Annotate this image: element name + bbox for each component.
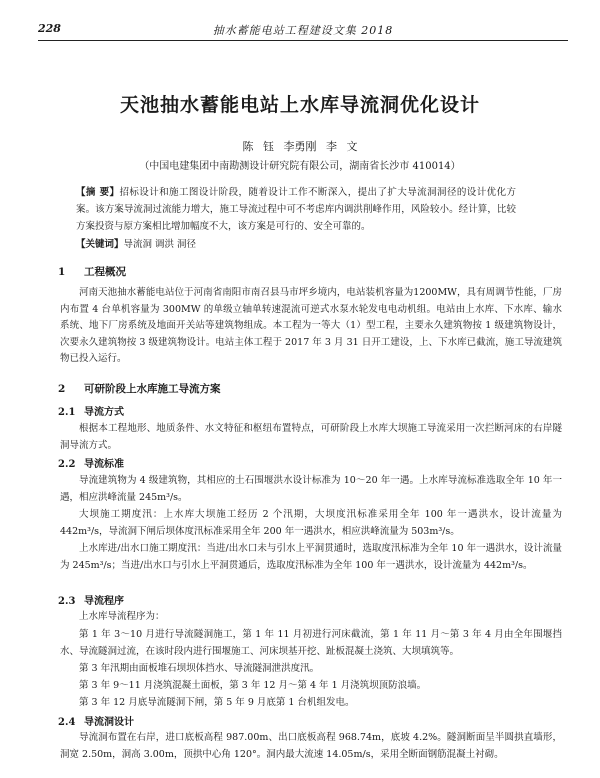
subsection-title: 导流程序	[84, 596, 124, 607]
abstract-label: 【摘 要】	[76, 187, 120, 198]
subsection-title: 导流洞设计	[84, 717, 134, 728]
affiliation: （中国电建集团中南勘测设计研究院有限公司，湖南省长沙市 410014）	[139, 161, 461, 172]
running-head	[38, 20, 568, 41]
paragraph: 导流洞布置在右岸，进口底板高程 987.00m、出口底板高程 968.74m，底坡 4.2%。隧洞断面呈半圆拱直墙形，洞宽 2.50m，洞高 3.00m，顶拱中心角 120°。洞内最大流速 14.05m/s，采用全断面钢筋混凝土衬砌。	[60, 732, 562, 760]
authors: 陈 钰 李勇刚 李 文	[242, 140, 358, 153]
section-title: 工程概况	[84, 266, 126, 278]
section-heading	[58, 264, 126, 279]
paragraph: 第 3 年汛期由面板堆石坝坝体挡水、导流隧洞泄洪度汛。	[79, 663, 320, 674]
paragraph: 河南天池抽水蓄能电站位于河南省南阳市南召县马市坪乡境内，电站装机容量为1200MW，具有周调节性能，厂房内布置 4 台单机容量为 300MW 的单级立轴单转速混流可逆式水泵水轮发电电动机组。电站由上水库、下水库、输水系统、地下厂房系统及地面开关站等建筑物组成。本工程为一等大（1）型工程，主要永久建筑物按 1 级建筑物设计，次要永久建筑物按 3 级建筑物设计。电站主体工程于 2017 年 3 月 31 日开工建设，上、下水库已截流，施工导流建筑物已投入运行。	[60, 287, 562, 364]
keywords-label: 【关键词】	[76, 239, 124, 250]
paragraph: 根据本工程地形、地质条件、水文特征和枢纽布置特点，可研阶段上水库大坝施工导流采用一次拦断河床的右岸隧洞导流方式。	[60, 423, 562, 451]
subsection-number: 2.1	[58, 407, 76, 418]
page-number: 228	[38, 22, 61, 35]
abstract	[76, 184, 516, 235]
subsection-heading	[58, 455, 124, 470]
keywords	[76, 236, 516, 250]
subsection-title: 导流方式	[84, 407, 124, 418]
paragraph: 上水库进/出水口施工期度汛：当进/出水口未与引水上平洞贯通时，选取度汛标准为全年 10 年一遇洪水，设计流量为 245m³/s；当进/出水口与引水上平洞贯通后，选取度汛标准为全年 100 年一遇洪水，设计流量为 442m³/s。	[60, 543, 562, 571]
subsection-heading	[58, 713, 134, 728]
subsection-heading	[58, 592, 124, 607]
paragraph: 导流建筑物为 4 级建筑物，其相应的土石围堰洪水设计标准为 10～20 年一遇。上水库导流标准选取全年 10 年一遇，相应洪峰流量 245m³/s。	[60, 475, 562, 503]
paragraph: 上水库导流程序为：	[79, 611, 165, 622]
subsection-number: 2.3	[58, 596, 76, 607]
paragraph: 大坝施工期度汛：上水库大坝施工经历 2 个汛期，大坝度汛标准采用全年 100 年一遇洪水，设计流量为 442m³/s，导流洞下闸后坝体度汛标准采用全年 200 年一遇洪水，相应洪峰流量为 503m³/s。	[60, 509, 562, 537]
paragraph: 第 3 年 12 月底导流隧洞下闸，第 5 年 9 月底第 1 台机组发电。	[79, 697, 355, 708]
section-number: 1	[58, 266, 66, 278]
abstract-text: 招标设计和施工图设计阶段，随着设计工作不断深入，提出了扩大导流洞洞径的设计优化方案。该方案导流洞过流能力增大，施工导流过程中可不考虑库内调洪削峰作用，风险较小。经计算，比较方案投资与原方案相比增加幅度不大，该方案是可行的、安全可靠的。	[76, 187, 516, 232]
keywords-text: 导流洞 调洪 洞径	[123, 239, 197, 250]
subsection-title: 导流标准	[84, 459, 124, 470]
subsection-number: 2.4	[58, 717, 76, 728]
section-number: 2	[58, 383, 66, 395]
subsection-number: 2.2	[58, 459, 76, 470]
subsection-heading	[58, 403, 124, 418]
section-title: 可研阶段上水库施工导流方案	[84, 383, 221, 395]
paragraph: 第 3 年 9～11 月浇筑混凝土面板，第 3 年 12 月～第 4 年 1 月浇筑坝顶防浪墙。	[79, 680, 427, 691]
section-heading	[58, 381, 221, 396]
paper-title: 天池抽水蓄能电站上水库导流洞优化设计	[119, 94, 480, 116]
paragraph: 第 1 年 3～10 月进行导流隧洞施工，第 1 年 11 月初进行河床截流，第 1 年 11 月～第 3 年 4 月由全年围堰挡水、导流隧洞过流，在该时段内进行围堰施工、河床坝基开挖、趾板混凝土浇筑、大坝填筑等。	[60, 629, 562, 657]
journal-title: 抽水蓄能电站工程建设文集 2018	[212, 24, 394, 37]
